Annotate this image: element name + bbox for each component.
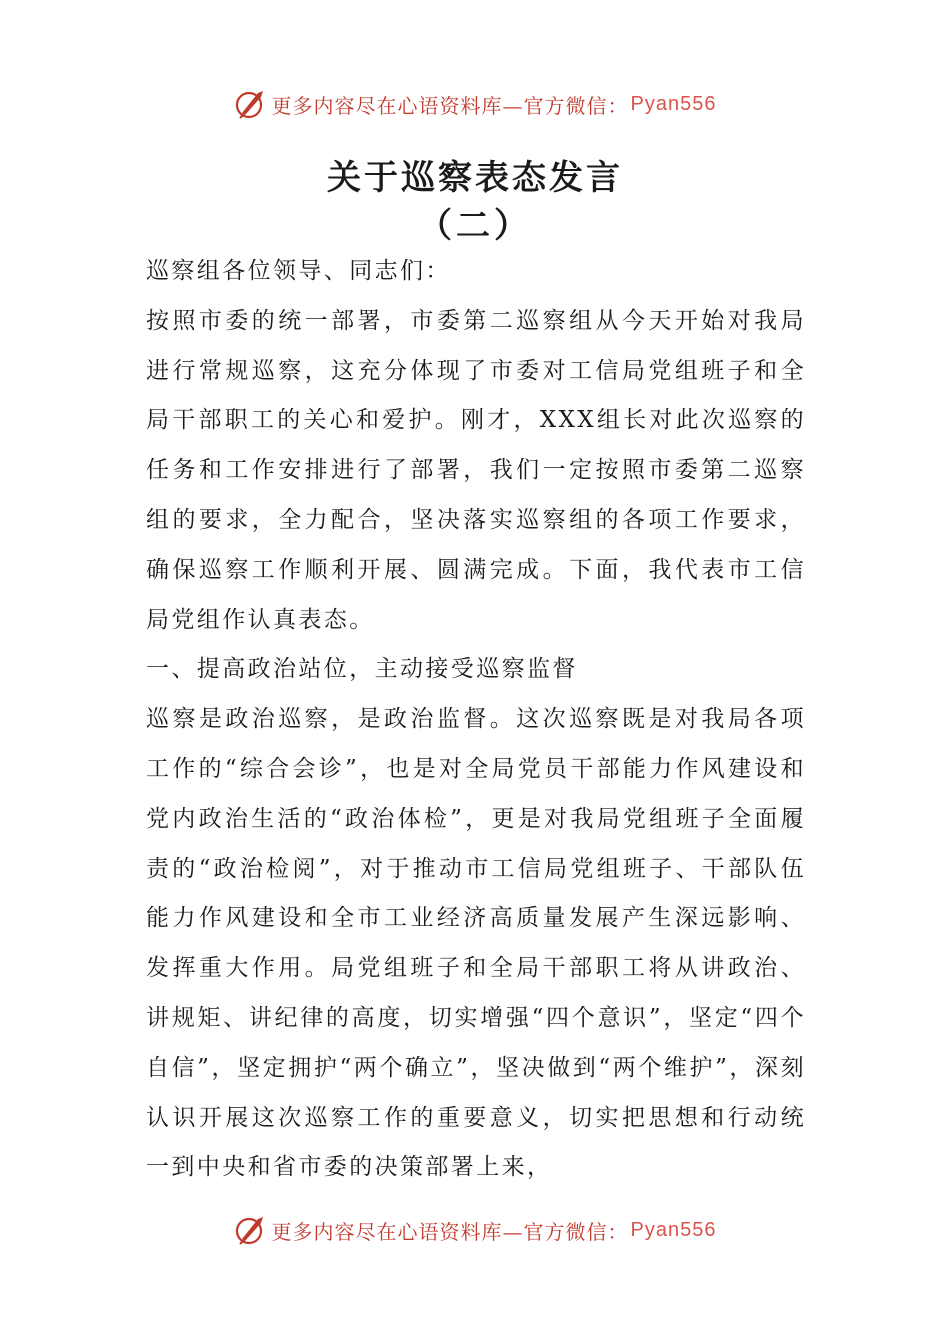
document-subtitle: （二） [418,206,532,246]
section-heading-1: 一、提高政治站位，主动接受巡察监督 [146,656,578,683]
greeting: 巡察组各位领导、同志们： [146,258,451,284]
banner-text: 更多内容尽在心语资料库—官方微信： [271,1219,629,1244]
footer-watermark-banner [0,1210,950,1250]
banner-text: 更多内容尽在心语资料库—官方微信： [271,93,629,118]
wechat-id: Pyan556 [630,92,717,115]
paragraph-1: 按照市委的统一部署，市委第二巡察组从今天开始对我局进行常规巡察，这充分体现了市委对工信局党组班子和全局干部职工的关心和爱护。刚才，XXX组长对此次巡察的任务和工作安排进行了部署，我们一定按照市委第二巡察组的要求，全力配合，坚决落实巡察组的各项工作要求，确保巡察工作顺利开展、圆满完成。下面，我代表市工信局党组作认真表态。 [146,307,806,633]
document-title: 关于巡察表态发言 [327,158,623,198]
document-body [146,247,806,1193]
quill-pen-logo-icon [234,87,268,121]
wechat-id: Pyan556 [630,1218,717,1241]
header-watermark-banner [0,84,950,124]
paragraph-2: 巡察是政治巡察，是政治监督。这次巡察既是对我局各项工作的“综合会诊”，也是对全局党员干部能力作风建设和党内政治生活的“政治体检”，更是对我局党组班子全面履责的“政治检阅”，对于推动市工信局党组班子、干部队伍能力作风建设和全市工业经济高质量发展产生深远影响、发挥重大作用。局党组班子和全局干部职工将从讲政治、讲规矩、讲纪律的高度，切实增强“四个意识”，坚定“四个自信”，坚定拥护“两个确立”，坚决做到“两个维护”，深刻认识开展这次巡察工作的重要意义，切实把思想和行动统一到中央和省市委的决策部署上来， [146,706,806,1181]
quill-pen-logo-icon [234,1213,268,1247]
